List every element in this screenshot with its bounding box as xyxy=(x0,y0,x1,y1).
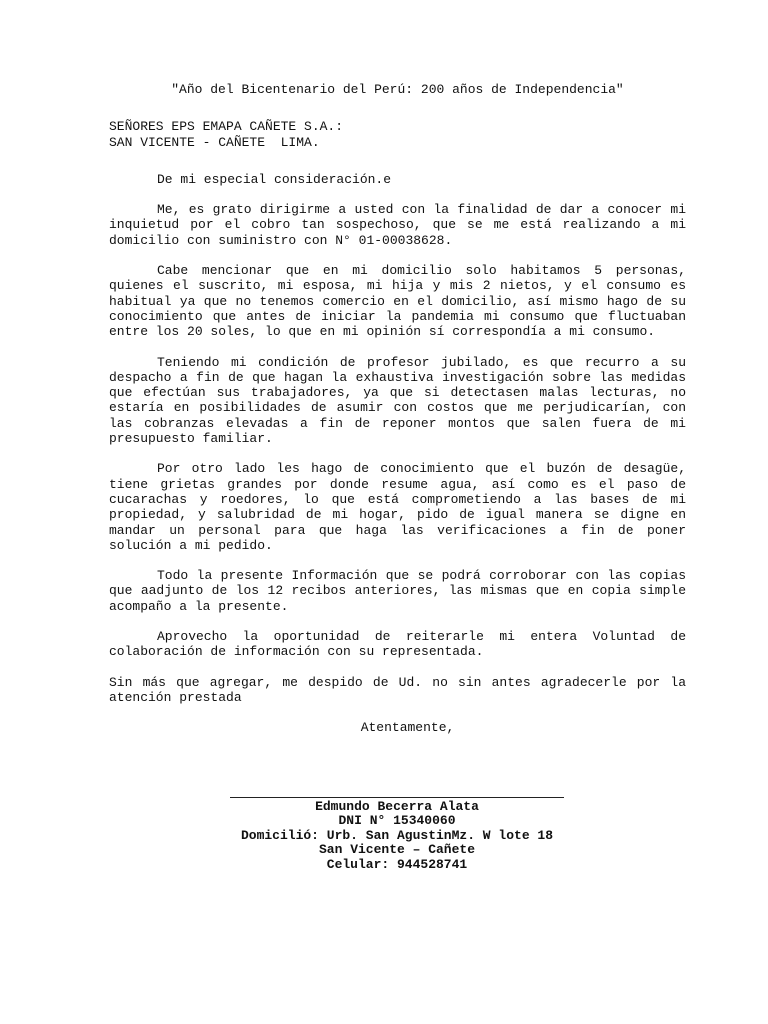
addressee-line: SAN VICENTE - CAÑETE LIMA. xyxy=(109,134,320,150)
body-paragraph: Aprovecho la oportunidad de reiterarle mi entera Voluntad de colaboración de información con su representada. xyxy=(109,629,686,660)
greeting: De mi especial consideración.e xyxy=(157,171,392,187)
body-paragraph: Me, es grato dirigirme a usted con la finalidad de dar a conocer mi inquietud por el cobro tan sospechoso, que se me está realizando a mi domicilio con suministro con N° 01-00038628. xyxy=(109,202,686,248)
body-paragraph: Cabe mencionar que en mi domicilio solo habitamos 5 personas, quienes el suscrito, mi esposa, mi hija y mis 2 nietos, y el consumo es habitual ya que no tenemos comercio en el domicilio, así mismo hago de su conocimiento que antes de iniciar la pandemia mi consumo que fluctuaban entre los 20 soles, lo que en mi opinión sí correspondía a mi consumo. xyxy=(109,263,686,340)
signer-phone: Celular: 944528741 xyxy=(326,856,468,872)
signer-address: Domicilió: Urb. San AgustinMz. W lote 18 xyxy=(240,827,554,843)
signature-block xyxy=(230,787,564,872)
signer-dni: DNI N° 15340060 xyxy=(338,813,456,829)
signature-line xyxy=(230,797,564,798)
signer-name: Edmundo Becerra Alata xyxy=(315,799,479,814)
addressee-line: SEÑORES EPS EMAPA CAÑETE S.A.: xyxy=(109,119,344,135)
closing: Atentamente, xyxy=(360,720,455,736)
letter-title: "Año del Bicentenario del Perú: 200 años de Independencia" xyxy=(171,82,624,97)
final-paragraph: Sin más que agregar, me despido de Ud. no sin antes agradecerle por la atención prestada xyxy=(109,674,686,705)
addressee-block xyxy=(109,119,686,150)
body-paragraph: Por otro lado les hago de conocimiento que el buzón de desagüe, tiene grietas grandes por donde resume agua, así como es el paso de cucarachas y roedores, lo que está comprometiendo a las bases de mi propiedad, y salubridad de mi hogar, pido de igual manera se digne en mandar un personal para que haga las verificaciones a fin de poner solución a mi pedido. xyxy=(109,461,686,553)
signer-city: San Vicente – Cañete xyxy=(318,842,476,858)
body-paragraph: Todo la presente Información que se podrá corroborar con las copias que aadjunto de los 12 recibos anteriores, las mismas que en copia simple acompaño a la presente. xyxy=(109,568,686,614)
body-paragraph: Teniendo mi condición de profesor jubilado, es que recurro a su despacho a fin de que hagan la exhaustiva investigación sobre las medidas que efectúan sus trabajadores, ya que si detectasen malas lecturas, no estaría en posibilidades de asumir con costos que me perjudicarían, con las cobranzas elevadas a fin de reponer montos que salen fuera de mi presupuesto familiar. xyxy=(109,354,686,447)
